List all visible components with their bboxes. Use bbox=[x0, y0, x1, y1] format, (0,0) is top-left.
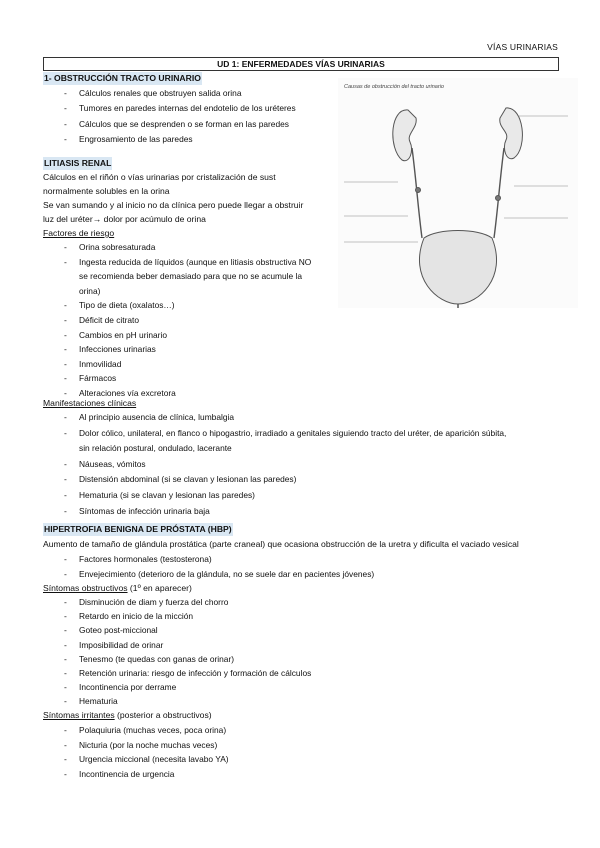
list-dash: - bbox=[64, 329, 67, 340]
page-header: VÍAS URINARIAS bbox=[487, 42, 558, 52]
list-item: Déficit de citrato bbox=[79, 315, 140, 325]
urinary-tract-figure bbox=[338, 78, 578, 308]
list-item: Ingesta reducida de líquidos (aunque en litiasis obstructiva NO bbox=[79, 256, 312, 267]
list-dash: - bbox=[64, 597, 67, 607]
list-item: Nicturia (por la noche muchas veces) bbox=[79, 739, 218, 750]
section-obstruction-heading bbox=[43, 72, 202, 85]
section-highlight: 1- OBSTRUCCIÓN TRACTO URINARIO bbox=[44, 73, 201, 83]
list-dash: - bbox=[64, 242, 67, 252]
list-dash: - bbox=[64, 739, 67, 750]
irritative-note: (posterior a obstructivos) bbox=[114, 710, 212, 720]
list-dash: - bbox=[64, 474, 67, 485]
list-item: Retención urinaria: riesgo de infección y formación de cálculos bbox=[79, 668, 312, 678]
list-item: Tipo de dieta (oxalatos…) bbox=[79, 300, 175, 311]
list-dash: - bbox=[64, 754, 67, 764]
list-item: Retardo en inicio de la micción bbox=[79, 611, 194, 622]
figure-caption: Causas de obstrucción del tracto urinario bbox=[344, 84, 444, 90]
section-litiasis-heading: LITIASIS RENAL bbox=[44, 158, 112, 168]
list-dash: - bbox=[64, 490, 67, 500]
clinical-heading: Manifestaciones clínicas bbox=[43, 398, 137, 408]
litiasis-text-1: Cálculos en el riñón o vías urinarias por cristalización de sust bbox=[43, 172, 276, 182]
list-item: Distensión abdominal (si se clavan y lesionan las paredes) bbox=[79, 474, 297, 485]
list-item: Engrosamiento de las paredes bbox=[79, 133, 193, 144]
list-dash: - bbox=[64, 256, 67, 267]
list-item: Tenesmo (te quedas con ganas de orinar) bbox=[79, 653, 235, 664]
irritative-heading-line bbox=[43, 709, 212, 722]
list-item: Envejecimiento (deterioro de la glándula, no se suele dar en pacientes jóvenes) bbox=[79, 568, 375, 579]
list-item: Tumores en paredes internas del endotelio de los uréteres bbox=[79, 103, 296, 114]
list-dash: - bbox=[64, 412, 67, 422]
list-item: Hematuria (si se clavan y lesionan las paredes) bbox=[79, 490, 255, 500]
list-item: Cálculos renales que obstruyen salida orina bbox=[79, 88, 242, 98]
stone-mark bbox=[496, 196, 501, 201]
list-item: Incontinencia de urgencia bbox=[79, 768, 175, 779]
list-item: Hematuria bbox=[79, 696, 118, 707]
list-item: orina) bbox=[79, 285, 101, 296]
risk-factors-heading: Factores de riesgo bbox=[43, 228, 115, 238]
list-item: Urgencia miccional (necesita lavabo YA) bbox=[79, 754, 229, 764]
list-dash: - bbox=[64, 427, 67, 438]
list-dash: - bbox=[64, 373, 67, 384]
list-dash: - bbox=[64, 768, 67, 779]
list-dash: - bbox=[64, 611, 67, 622]
document-title: UD 1: ENFERMEDADES VÍAS URINARIAS bbox=[43, 57, 559, 71]
list-item: se recomienda beber demasiado para que no se acumule la bbox=[79, 271, 303, 282]
list-item: Cambios en pH urinario bbox=[79, 329, 167, 340]
list-dash: - bbox=[64, 344, 67, 355]
litiasis-text-2: normalmente solubles en la orina bbox=[43, 186, 170, 196]
list-item: Incontinencia por derrame bbox=[79, 682, 177, 693]
list-dash: - bbox=[64, 682, 67, 693]
list-dash: - bbox=[64, 568, 67, 579]
list-dash: - bbox=[64, 103, 67, 114]
stone-mark bbox=[416, 188, 421, 193]
list-item: Disminución de diam y fuerza del chorro bbox=[79, 597, 229, 607]
list-dash: - bbox=[64, 639, 67, 650]
list-dash: - bbox=[64, 133, 67, 144]
list-item: Infecciones urinarias bbox=[79, 344, 156, 355]
litiasis-text-3: Se van sumando y al inicio no da clínica pero puede llegar a obstruir bbox=[43, 200, 304, 210]
list-dash: - bbox=[64, 505, 67, 516]
list-dash: - bbox=[64, 696, 67, 707]
list-item: Alteraciones vía excretora bbox=[79, 388, 176, 398]
list-dash: - bbox=[64, 625, 67, 636]
list-item: Factores hormonales (testosterona) bbox=[79, 554, 212, 564]
list-dash: - bbox=[64, 458, 67, 469]
obstructive-note: (1º en aparecer) bbox=[127, 583, 192, 593]
hbp-text: Aumento de tamaño de glándula prostática (parte craneal) que ocasiona obstrucción de la uretra y dificulta el vaciado vesical bbox=[43, 539, 519, 549]
list-item: Imposibilidad de orinar bbox=[79, 639, 164, 650]
list-dash: - bbox=[64, 88, 67, 98]
list-dash: - bbox=[64, 315, 67, 325]
list-item: Orina sobresaturada bbox=[79, 242, 156, 252]
list-dash: - bbox=[64, 554, 67, 564]
litiasis-text-4: luz del uréter→ dolor por acúmulo de orina bbox=[43, 214, 206, 224]
list-item: sin relación postural, ondulado, lacerante bbox=[79, 443, 232, 454]
list-item: Cálculos que se desprenden o se forman en las paredes bbox=[79, 118, 289, 129]
list-dash: - bbox=[64, 300, 67, 311]
list-dash: - bbox=[64, 118, 67, 129]
list-item: Náuseas, vómitos bbox=[79, 458, 146, 469]
list-item: Fármacos bbox=[79, 373, 117, 384]
list-item: Goteo post-miccional bbox=[79, 625, 158, 636]
list-dash: - bbox=[64, 358, 67, 369]
list-item: Inmovilidad bbox=[79, 358, 122, 369]
list-dash: - bbox=[64, 668, 67, 678]
section-hbp-heading: HIPERTROFIA BENIGNA DE PRÓSTATA (HBP) bbox=[44, 524, 232, 534]
irritative-heading: Síntomas irritantes bbox=[43, 710, 115, 720]
list-item: Dolor cólico, unilateral, en flanco o hipogastrio, irradiado a genitales siguiendo tracto del uréter, de aparición súbita, bbox=[79, 427, 507, 438]
obstructive-heading: Síntomas obstructivos bbox=[43, 583, 128, 593]
list-dash: - bbox=[64, 388, 67, 398]
list-item: Al principio ausencia de clínica, lumbalgia bbox=[79, 412, 235, 422]
list-dash: - bbox=[64, 725, 67, 735]
list-item: Síntomas de infección urinaria baja bbox=[79, 505, 210, 516]
list-item: Polaquiuria (muchas veces, poca orina) bbox=[79, 725, 227, 735]
obstructive-heading-line bbox=[43, 582, 192, 595]
list-dash: - bbox=[64, 653, 67, 664]
